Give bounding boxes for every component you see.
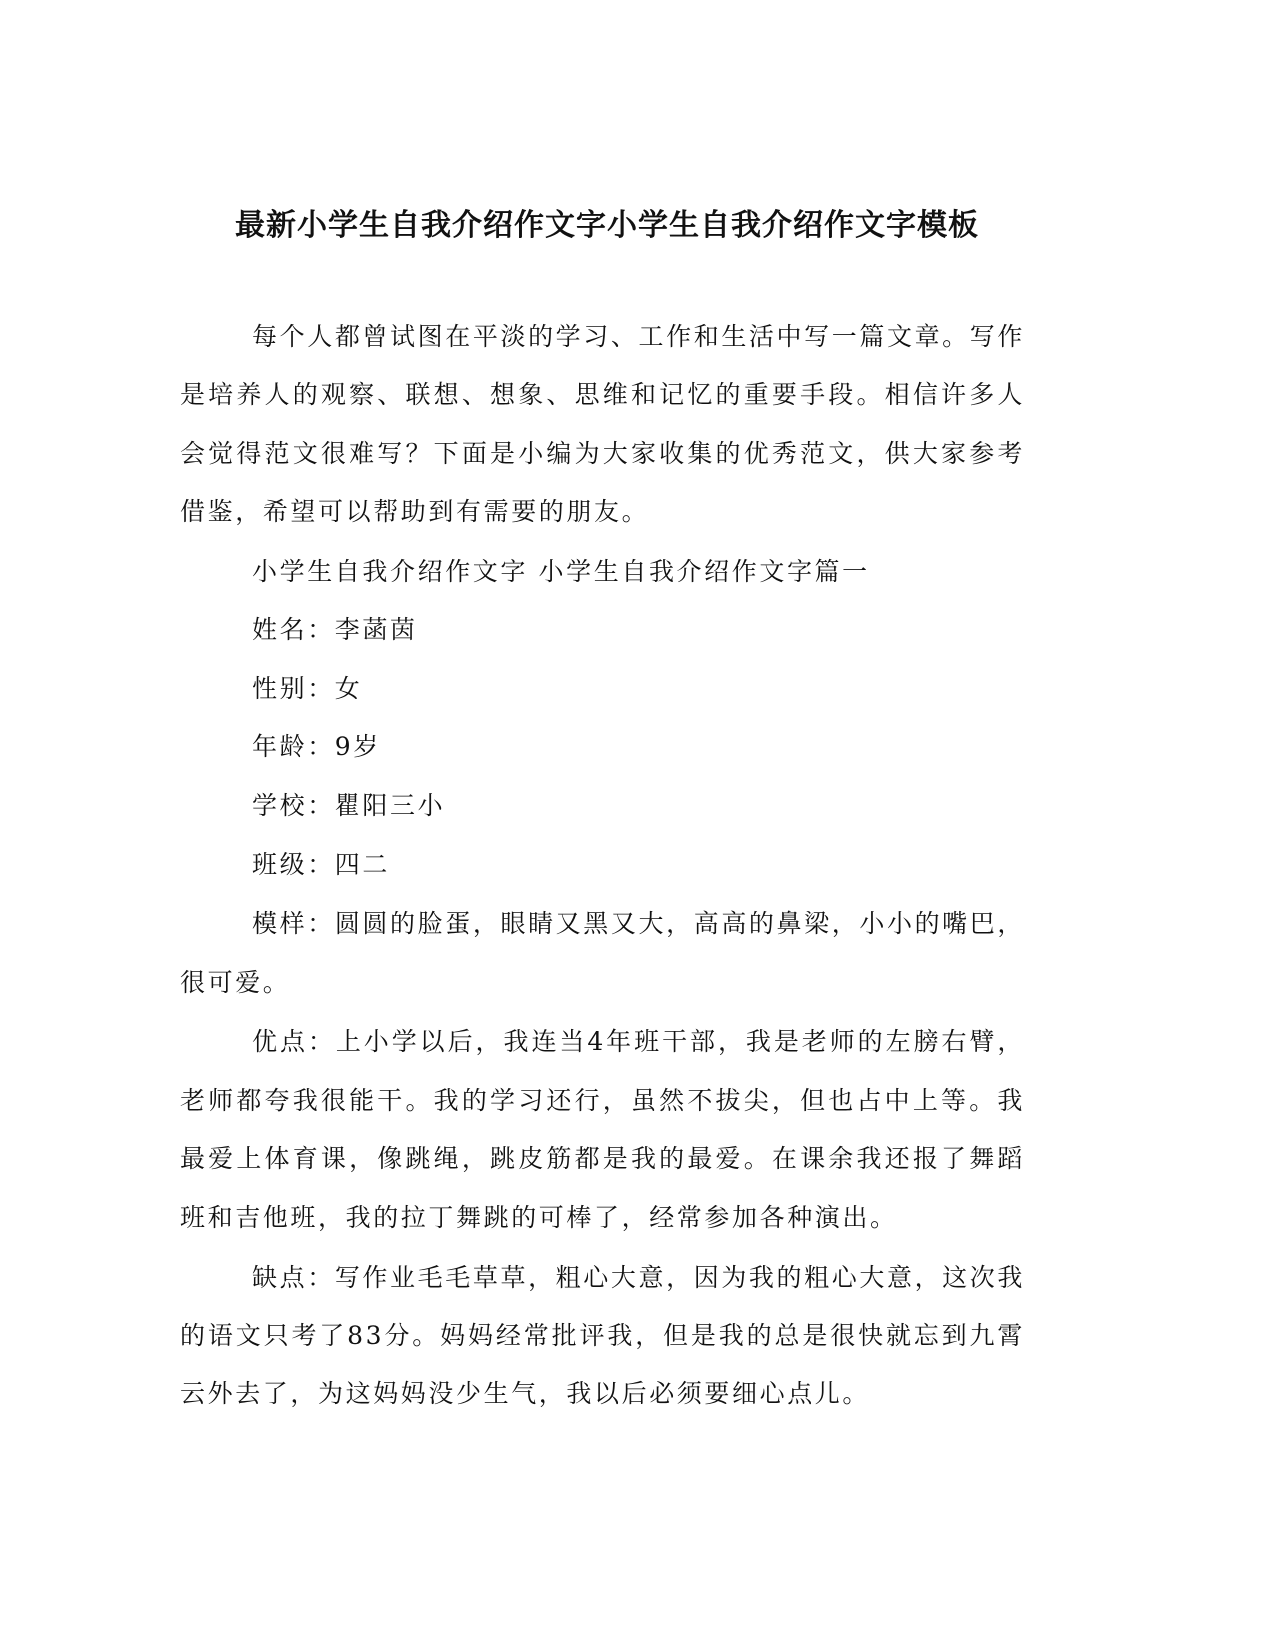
text-line: 是培养人的观察、联想、想象、思维和记忆的重要手段。相信许多人 [180,380,1025,409]
text-line: 班和吉他班，我的拉丁舞跳的可棒了，经常参加各种演出。 [180,1203,898,1232]
text-line: 缺点：写作业毛毛草草，粗心大意，因为我的粗心大意，这次我 [252,1263,1025,1292]
text-line: 每个人都曾试图在平淡的学习、工作和生活中写一篇文章。写作 [252,322,1025,351]
document-title: 最新小学生自我介绍作文字小学生自我介绍作文字模板 [235,208,979,243]
text-line: 老师都夸我很能干。我的学习还行，虽然不拔尖，但也占中上等。我 [180,1086,1025,1115]
text-line: 年龄：9岁 [252,732,381,761]
text-line: 优点：上小学以后，我连当4年班干部，我是老师的左膀右臂， [252,1027,1025,1056]
text-line: 的语文只考了83分。妈妈经常批评我，但是我的总是很快就忘到九霄 [180,1321,1025,1350]
text-line: 姓名：李菡茵 [252,615,418,644]
text-line: 模样：圆圆的脸蛋，眼睛又黑又大，高高的鼻梁，小小的嘴巴， [252,909,1025,938]
text-line: 很可爱。 [180,968,291,997]
text-line: 最爱上体育课，像跳绳，跳皮筋都是我的最爱。在课余我还报了舞蹈 [180,1144,1025,1173]
text-line: 云外去了，为这妈妈没少生气，我以后必须要细心点儿。 [180,1379,871,1408]
text-line: 班级：四二 [252,850,391,879]
text-line: 会觉得范文很难写？下面是小编为大家收集的优秀范文，供大家参考 [180,439,1025,468]
text-line: 性别：女 [252,674,363,703]
text-line: 借鉴，希望可以帮助到有需要的朋友。 [180,497,650,526]
section-heading: 小学生自我介绍作文字 小学生自我介绍作文字篇一 [252,557,870,586]
text-line: 学校：瞿阳三小 [252,791,446,820]
